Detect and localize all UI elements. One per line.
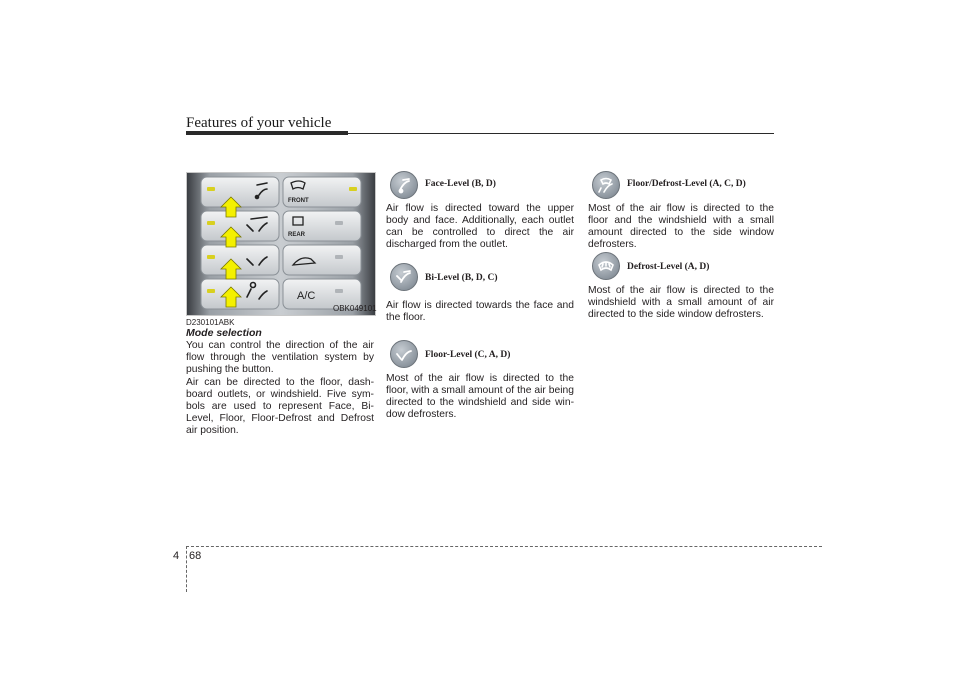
front-label: FRONT [288, 198, 309, 204]
defrost-level-icon [592, 252, 620, 280]
floor-level-label: Floor-Level (C, A, D) [425, 350, 511, 360]
page-number: 68 [189, 550, 202, 562]
floor-defrost-level-icon [592, 171, 620, 199]
defrost-level-label: Defrost-Level (A, D) [627, 262, 710, 272]
bi-level-text: Air flow is directed towards the face and the floor. [386, 300, 574, 323]
intro-paragraph: You can control the direction of the air flow through the ventilation system by pushing the button. [186, 340, 374, 375]
header-rule [348, 133, 774, 134]
footer-rule [186, 546, 822, 547]
bi-level-icon [390, 263, 418, 291]
floor-defrost-level-text: Most of the air flow is directed to the floor and the windshield with a small amount directed to the side window defrosters. [588, 203, 774, 250]
face-level-label: Face-Level (B, D) [425, 179, 496, 189]
floor-level-text: Most of the air flow is directed to the floor, with a small amount of the air being directed to the windshield and side win-dow defrosters. [386, 373, 574, 420]
figure-caption: OBK049101 [333, 304, 377, 313]
climate-panel-figure [186, 172, 376, 316]
face-level-text: Air flow is directed toward the upper body and face. Additionally, each outlet can be controlled to direct the air discharged from the outlet. [386, 203, 574, 250]
face-level-icon [390, 171, 418, 199]
floor-defrost-level-label: Floor/Defrost-Level (A, C, D) [627, 179, 746, 189]
section-subtitle: Mode selection [186, 327, 262, 339]
footer-divider [186, 546, 187, 592]
climate-panel-illustration [187, 173, 375, 315]
section-code: D230101ABK [186, 318, 235, 327]
header-bar [186, 131, 348, 135]
rear-label: REAR [288, 232, 306, 238]
bi-level-label: Bi-Level (B, D, C) [425, 273, 498, 283]
page-header-title: Features of your vehicle [186, 115, 332, 131]
defrost-level-text: Most of the air flow is directed to the windshield with a small amount of air directed to the side window defrosters. [588, 285, 774, 320]
chapter-number: 4 [173, 550, 180, 562]
floor-level-icon [390, 340, 418, 368]
description-paragraph: Air can be directed to the floor, dash-board outlets, or windshield. Five sym-bols are used to represent Face, Bi-Level, Floor, Floor-Defrost and Defrost air position. [186, 377, 374, 436]
ac-label: A/C [297, 290, 316, 302]
